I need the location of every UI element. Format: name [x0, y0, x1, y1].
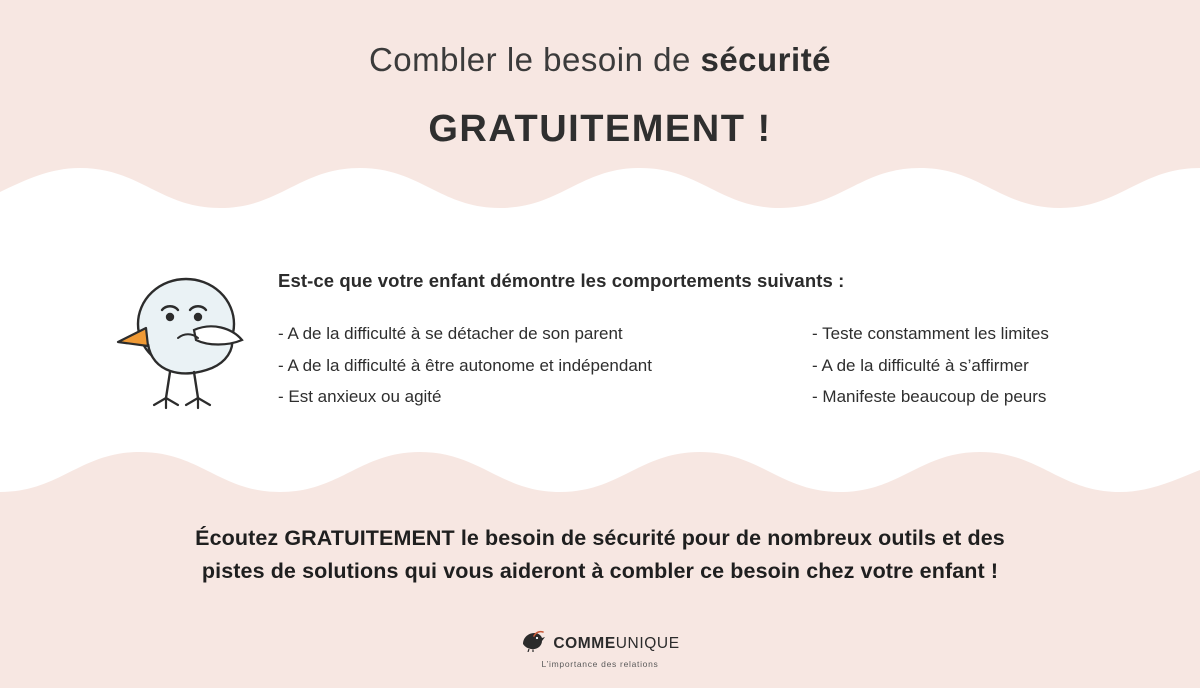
- cta-line-2: pistes de solutions qui vous aideront à combler ce besoin chez votre enfant !: [201, 559, 999, 584]
- question-heading: Est-ce que votre enfant démontre les comportements suivants :: [278, 270, 845, 291]
- logo-name-light: UNIQUE: [615, 634, 680, 652]
- behaviour-lists: [278, 324, 1098, 408]
- call-to-action: [0, 522, 1200, 589]
- logo-name-bold: COMME: [553, 634, 616, 652]
- cta-line-1: Écoutez GRATUITEMENT le besoin de sécurité pour de nombreux outils et des: [195, 526, 1005, 550]
- logo-wordmark: [553, 635, 679, 653]
- page-title: [0, 40, 1200, 80]
- list-item: - Teste constamment les limites: [812, 324, 1049, 343]
- list-item: - A de la difficulté à être autonome et indépendant: [278, 355, 652, 375]
- bird-logo-icon: [520, 630, 546, 657]
- brand-logo: [0, 630, 1200, 669]
- page-subtitle: GRATUITEMENT !: [428, 107, 772, 150]
- page-title-prefix: Combler le besoin de: [368, 41, 701, 78]
- page-title-block: [0, 40, 1200, 151]
- behaviour-list-right: [812, 324, 1098, 408]
- list-item: - A de la difficulté à se détacher de son parent: [278, 324, 623, 343]
- main-content: [0, 252, 1200, 442]
- logo-row: [520, 630, 679, 657]
- behaviour-list-left: [278, 324, 726, 408]
- page-title-emphasis: sécurité: [700, 41, 832, 78]
- sad-bird-illustration: [108, 272, 268, 422]
- list-item: - Manifeste beaucoup de peurs: [812, 387, 1047, 407]
- list-item: - Est anxieux ou agité: [278, 387, 442, 407]
- logo-tagline: L’importance des relations: [541, 659, 659, 669]
- list-item: - A de la difficulté à s’affirmer: [812, 355, 1029, 375]
